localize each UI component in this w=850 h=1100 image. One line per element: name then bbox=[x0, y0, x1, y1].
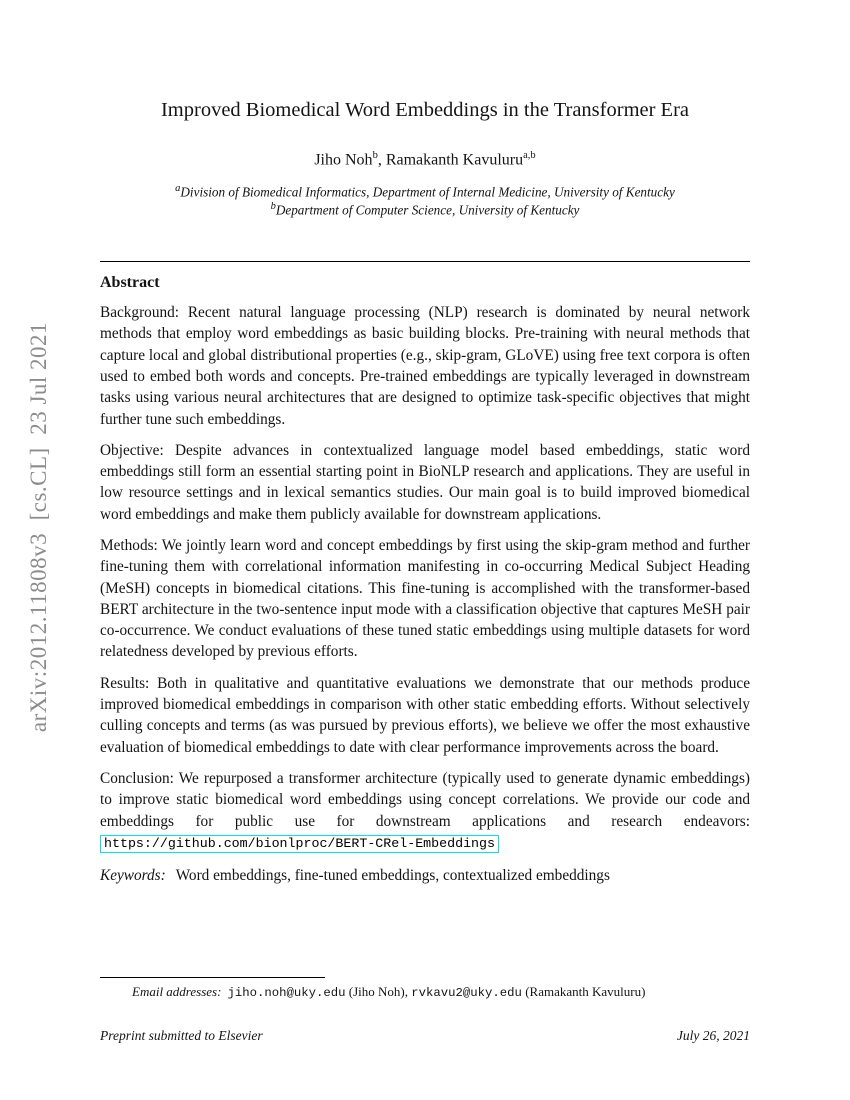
abstract-paragraph-results: Results: Both in qualitative and quantitative evaluations we demonstrate that our methods produce improved biomedical embeddings in comparison with other static embedding efforts. Without selectively culling concepts and terms (as was pursued by previous efforts), we believe we offer the most exhaustive evaluation of biomedical embeddings to date with clear performance improvements across the board. bbox=[100, 674, 750, 756]
affiliation-text-a: Division of Biomedical Informatics, Department of Internal Medicine, University of Kentucky bbox=[180, 184, 675, 200]
email-owner-2: (Ramakanth Kavuluru) bbox=[525, 984, 646, 999]
abstract-top-rule bbox=[100, 261, 750, 262]
affiliation-text-b: Department of Computer Science, University of Kentucky bbox=[275, 202, 580, 218]
email-address-1: jiho.noh@uky.edu bbox=[227, 986, 346, 1000]
footer-date: July 26, 2021 bbox=[676, 1028, 750, 1043]
conclusion-text: Conclusion: We repurposed a transformer architecture (typically used to generate dynamic embeddings) to improve static biomedical word embeddings using concept correlations. We provide our code and embeddings for public use for downstream applications and research endeavors: bbox=[100, 769, 750, 830]
author-affil-marker-2: a,b bbox=[523, 149, 536, 161]
footnote-rule bbox=[100, 977, 325, 978]
paper-content-column bbox=[100, 0, 750, 885]
email-owner-1: (Jiho Noh), bbox=[348, 984, 408, 999]
github-repo-link[interactable]: https://github.com/bionlproc/BERT-CRel-Embeddings bbox=[100, 835, 499, 853]
email-footnote bbox=[100, 977, 750, 1000]
email-addresses-label: Email addresses: bbox=[132, 984, 222, 999]
author-name-2: Ramakanth Kavuluru bbox=[385, 150, 524, 168]
page-footer bbox=[100, 1028, 750, 1044]
abstract-paragraph-background: Background: Recent natural language processing (NLP) research is dominated by neural network methods that employ word embeddings as basic building blocks. Pre-training with neural methods that capture local and global distributional properties (e.g., skip-gram, GLoVE) using free text corpora is often used to embed both words and concepts. Pre-trained embeddings are typically leveraged in downstream tasks using various neural architectures that are designed to optimize task-specific objectives that might further tune such embeddings. bbox=[100, 304, 750, 428]
abstract-heading: Abstract bbox=[100, 274, 160, 292]
author-name-1: Jiho Noh bbox=[314, 150, 373, 168]
authors-line bbox=[100, 150, 750, 169]
affiliation-line-b bbox=[100, 200, 750, 219]
affiliation-line-a bbox=[100, 182, 750, 201]
affiliation-marker-a: a bbox=[175, 182, 181, 194]
author-affil-marker-1: b bbox=[372, 149, 378, 161]
footer-submission-note: Preprint submitted to Elsevier bbox=[100, 1028, 263, 1043]
email-address-2: rvkavu2@uky.edu bbox=[411, 986, 522, 1000]
paper-title: Improved Biomedical Word Embeddings in the Transformer Era bbox=[160, 99, 690, 121]
abstract-paragraph-conclusion bbox=[100, 768, 750, 854]
author-separator: , bbox=[377, 150, 386, 168]
keywords-label: Keywords: bbox=[100, 867, 166, 885]
arxiv-stamp: arXiv:2012.11808v3 [cs.CL] 23 Jul 2021 bbox=[26, 321, 51, 733]
affiliation-marker-b: b bbox=[270, 201, 276, 213]
abstract-paragraph-objective: Objective: Despite advances in contextualized language model based embeddings, static word embeddings still form an essential starting point in BioNLP research and applications. They are useful in low resource settings and in lexical semantics studies. Our main goal is to build improved biomedical word embeddings and make them publicly available for downstream applications. bbox=[100, 441, 750, 523]
keywords-text: Word embeddings, fine-tuned embeddings, contextualized embeddings bbox=[175, 867, 610, 885]
affiliations bbox=[100, 182, 750, 219]
keywords-line bbox=[100, 867, 750, 885]
email-footnote-text bbox=[100, 984, 750, 1000]
abstract-paragraph-methods: Methods: We jointly learn word and concept embeddings by first using the skip-gram method and further fine-tuning them with correlational information manifesting in co-occurring Medical Subject Heading (MeSH) concepts in biomedical citations. This fine-tuning is accomplished with the transformer-based BERT architecture in the two-sentence input mode with a classification objective that captures MeSH pair co-occurrence. We conduct evaluations of these tuned static embeddings using multiple datasets for word relatedness developed by previous efforts. bbox=[100, 536, 750, 661]
